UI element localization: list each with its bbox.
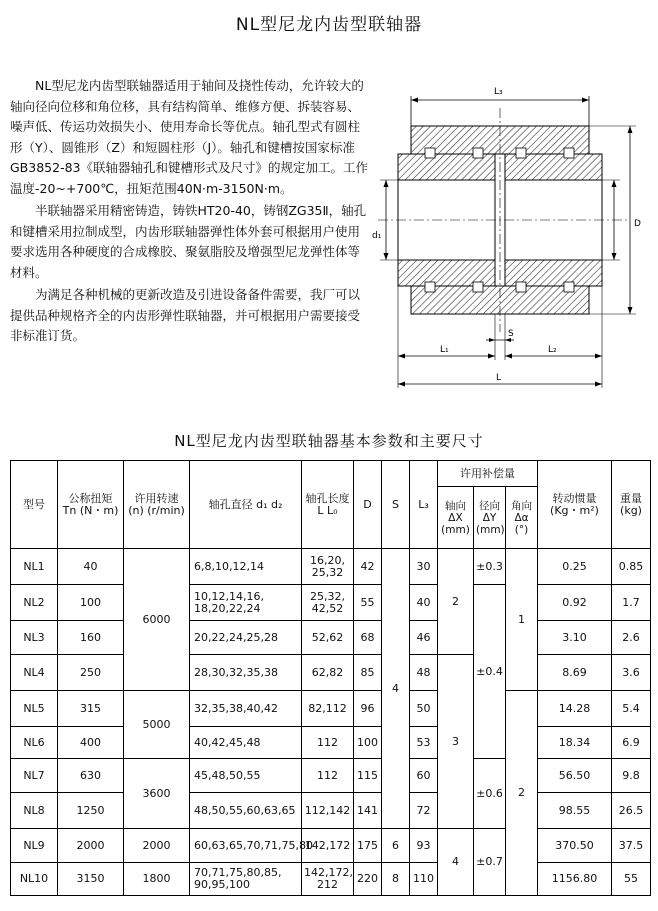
header-model: 型号 [11,461,58,549]
cell-torque: 3150 [58,863,124,896]
header-axial: 轴向 ΔX (mm) [438,487,474,549]
cell-inertia: 3.10 [538,621,612,655]
cell-speed: 2000 [124,829,190,863]
cell-model: NL1 [11,549,58,585]
table-row [11,727,651,759]
cell-radial: ±0.7 [474,829,506,896]
cell-weight: 0.85 [612,549,651,585]
cell-inertia: 14.28 [538,691,612,727]
cell-model: NL9 [11,829,58,863]
cell-bore: 32,35,38,40,42 [190,691,302,727]
cell-weight: 37.5 [612,829,651,863]
cell-D: 85 [354,655,382,691]
dim-label-S: S [508,329,514,339]
cell-D: 141 [354,793,382,829]
cell-bore: 20,22,24,25,28 [190,621,302,655]
cell-S: 8 [382,863,410,896]
cell-radial: ±0.6 [474,759,506,829]
dim-label-L1: L₁ [440,345,449,355]
cell-torque: 315 [58,691,124,727]
cell-speed: 3600 [124,759,190,829]
cell-model: NL10 [11,863,58,896]
cell-torque: 1250 [58,793,124,829]
header-torque: 公称扭矩 Tn (N・m) [58,461,124,549]
cell-length: 112,142 [302,793,354,829]
cell-inertia: 370.50 [538,829,612,863]
cell-bore: 48,50,55,60,63,65 [190,793,302,829]
cell-weight: 5.4 [612,691,651,727]
cell-weight: 55 [612,863,651,896]
cell-angular: 2 [506,691,538,896]
cell-D: 220 [354,863,382,896]
dim-label-L3: L₃ [494,87,503,97]
table-title: NL型尼龙内齿型联轴器基本参数和主要尺寸 [174,432,484,450]
cell-bore: 45,48,50,55 [190,759,302,793]
cell-inertia: 18.34 [538,727,612,759]
table-row [11,621,651,655]
cell-axial: 4 [438,829,474,896]
dim-label-L: L [496,373,502,383]
cell-L3: 46 [410,621,438,655]
cell-model: NL2 [11,585,58,621]
intro-text [10,76,370,347]
cell-axial: 2 [438,549,474,655]
header-radial: 径向 ΔY (mm) [474,487,506,549]
cell-D: 100 [354,727,382,759]
cell-inertia: 0.25 [538,549,612,585]
cell-D: 115 [354,759,382,793]
header-angular: 角向 Δα (°) [506,487,538,549]
cell-length: 142,172, 212 [302,863,354,896]
cell-L3: 50 [410,691,438,727]
cell-D: 55 [354,585,382,621]
cell-model: NL6 [11,727,58,759]
cell-D: 42 [354,549,382,585]
cell-length: 62,82 [302,655,354,691]
header-weight: 重量 (kg) [612,461,651,549]
cell-length: 25,32, 42,52 [302,585,354,621]
cell-speed: 1800 [124,863,190,896]
table-row [11,829,651,863]
cell-radial: ±0.4 [474,585,506,759]
cell-bore: 6,8,10,12,14 [190,549,302,585]
cell-length: 142,172 [302,829,354,863]
cell-bore: 40,42,45,48 [190,727,302,759]
cell-length: 112 [302,759,354,793]
dim-label-L2: L₂ [548,345,557,355]
header-S: S [382,461,410,549]
cell-inertia: 1156.80 [538,863,612,896]
cell-torque: 2000 [58,829,124,863]
cell-radial: ±0.3 [474,549,506,585]
spec-table [10,460,651,896]
cell-inertia: 0.92 [538,585,612,621]
table-row [11,793,651,829]
cell-L3: 72 [410,793,438,829]
cell-model: NL4 [11,655,58,691]
cell-length: 52,62 [302,621,354,655]
cell-torque: 160 [58,621,124,655]
header-inertia: 转动惯量 (Kg・m²) [538,461,612,549]
cell-L3: 60 [410,759,438,793]
intro-paragraph: 为满足各种机械的更新改造及引进设备备件需要，我厂可以提供品种规格齐全的内齿形弹性联轴器，并可根据用户需要接受非标准订货。 [10,287,361,343]
cell-S: 6 [382,829,410,863]
cell-torque: 100 [58,585,124,621]
cell-L3: 40 [410,585,438,621]
cell-L3: 53 [410,727,438,759]
cell-D: 175 [354,829,382,863]
header-compensation: 许用补偿量 [438,461,538,487]
cell-D: 68 [354,621,382,655]
cell-L3: 93 [410,829,438,863]
table-row [11,863,651,896]
cell-weight: 26.5 [612,793,651,829]
dim-label-d1: d₁ [372,231,382,241]
cell-torque: 630 [58,759,124,793]
header-D: D [354,461,382,549]
cell-L3: 110 [410,863,438,896]
cell-torque: 40 [58,549,124,585]
header-bore: 轴孔直径 d₁ d₂ [190,461,302,549]
intro-paragraph: NL型尼龙内齿型联轴器适用于轴间及挠性传动，允许较大的轴向径向位移和角位移，具有结构简单、维修方便、拆装容易、噪声低、传运功效损失小、使用寿命长等优点。轴孔型式有圆柱形（Y）、圆锥形（Z）和短圆柱形（J）。轴孔和键槽按国家标准GB3852-83《联轴器轴孔和键槽形式及尺寸》的规定加工。工作温度-20~+700℃，扭矩范围40N·m-3150N·m。 [10,78,368,196]
cell-model: NL8 [11,793,58,829]
cell-D: 96 [354,691,382,727]
cell-weight: 2.6 [612,621,651,655]
cell-axial: 3 [438,655,474,829]
coupling-diagram [368,68,652,398]
header-L3: L₃ [410,461,438,549]
cell-model: NL5 [11,691,58,727]
cell-L3: 30 [410,549,438,585]
table-row [11,549,651,585]
cell-weight: 1.7 [612,585,651,621]
cell-bore: 60,63,65,70,71,75,80 [190,829,302,863]
cell-length: 112 [302,727,354,759]
cell-speed: 6000 [124,549,190,691]
table-row [11,655,651,691]
cell-model: NL3 [11,621,58,655]
cell-speed: 5000 [124,691,190,759]
cell-length: 82,112 [302,691,354,727]
cell-weight: 9.8 [612,759,651,793]
header-length: 轴孔长度 L L₀ [302,461,354,549]
table-row [11,759,651,793]
cell-torque: 400 [58,727,124,759]
cell-angular: 1 [506,549,538,691]
table-row [11,691,651,727]
cell-weight: 6.9 [612,727,651,759]
cell-L3: 48 [410,655,438,691]
cell-torque: 250 [58,655,124,691]
cell-inertia: 98.55 [538,793,612,829]
cell-model: NL7 [11,759,58,793]
cell-bore: 70,71,75,80,85, 90,95,100 [190,863,302,896]
cell-inertia: 8.69 [538,655,612,691]
cell-inertia: 56.50 [538,759,612,793]
cell-length: 16,20, 25,32 [302,549,354,585]
intro-paragraph: 半联轴器采用精密铸造，铸铁HT20-40，铸钢ZG35Ⅱ，轴孔和键槽采用拉制成型，内齿形联轴器弹性体外套可根据用户使用要求选用各种硬度的合成橡胶、聚氨脂胶及增强型尼龙弹性体等材料。 [10,203,367,280]
page-title: NL型尼龙内齿型联轴器 [235,15,423,35]
dim-label-D: D [634,219,641,229]
cell-bore: 28,30,32,35,38 [190,655,302,691]
cell-weight: 3.6 [612,655,651,691]
table-row [11,585,651,621]
header-speed: 许用转速 (n) (r/min) [124,461,190,549]
cell-bore: 10,12,14,16, 18,20,22,24 [190,585,302,621]
cell-S: 4 [382,549,410,829]
